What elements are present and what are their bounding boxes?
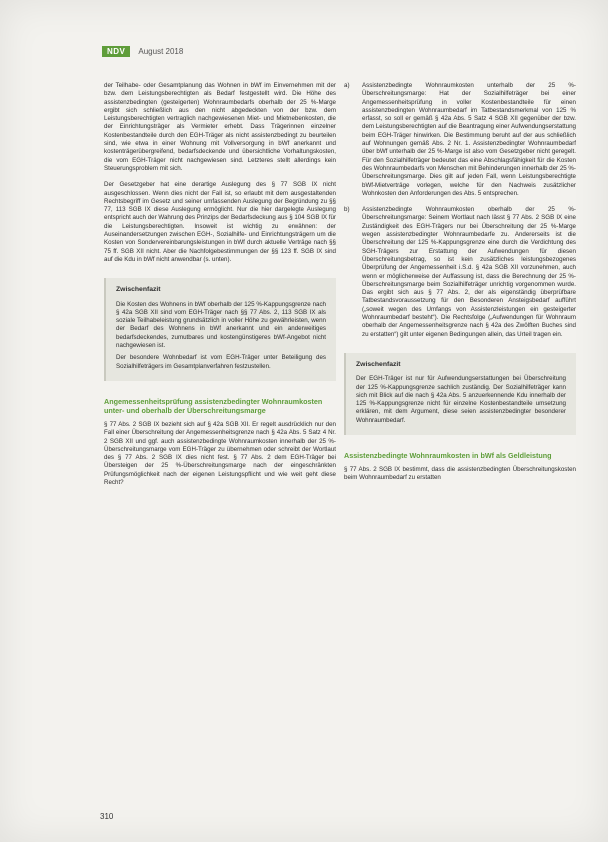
page-header [102, 46, 183, 57]
section-heading: Assistenzbedingte Wohnraumkosten in bWf als Geldleistung [344, 450, 552, 460]
list-marker: b) [344, 206, 350, 214]
box-paragraph: Der EGH-Träger ist nur für Aufwendungserstattungen bei Überschreitung der 125 %-Kappungsgrenze sachlich zuständig. Der Sozialhilfeträger kann sich mit Blick auf die nach § 42a Abs. 5 anzuerkennende Kdu innerhalb der 125 %-Kappungsgrenze nicht für einzelne Kostenbestandteile umsetzung erklären, mit dem Argument, diese seien assistenzbedingter besonderer Wohnraumbedarf. [356, 375, 566, 424]
interim-conclusion-box-left [104, 278, 336, 381]
right-last-paragraph: § 77 Abs. 2 SGB IX bestimmt, dass die assistenzbedingten Überschreitungskosten beim Wohnraumbedarf zu erstatten [344, 465, 576, 482]
left-paragraph-2: Der Gesetzgeber hat eine derartige Auslegung des § 77 SGB IX nicht ausgeschlossen. Wenn dies nicht der Fall ist, so erlaubt mit dem ausgestaltenden Rechtsbegriff im Gesetz und seiner umfassenden Auslegung der Begründung zu §§ 77, 113 SGB IX diese Auslegung ermöglicht. Nur die hier dargelegte Auslegung entspricht auch der Wahrung des Prinzips der Bedarfsdeckung aus § 104 SGB IX für die Leistungsberechtigten. Insoweit ist wichtig zu erwähnen: der Auseinandersetzungen zwischen EGH-, Sozialhilfe- und Einrichtungsträgern um die Kosten von Sondervereinbarungsleistungen in bWf durch aktuelle Verträge nach §§ 75 ff. SGB XII nicht. Aber die Nachfolgebestimmungen der §§ 123 ff. SGB IX sind auf die Kdu in bWf nicht anwendbar (s. unten). [104, 181, 336, 263]
list-item-text: Assistenzbedingte Wohnraumkosten oberhalb der 25 %-Überschreitungsmarge: Seinem Wortlaut nach lässt § 77 Abs. 2 SGB IX eine Zuständigkeit des EGH-Trägers nur bei Überschreitung der 25 %-Marge wegen assistenzbedingter Wohnraumbedarfe zu. Andererseits ist die Überschreitung der 125 %-Kappungsgrenze eine durch die Verdichtung des SGH-Trägers zur Erstattung der Aufwendungen für diesen Überschreitungsbetrag, so ist kein zusätzliches leistungsbezogenes Überprüfung der Angemessenheit i.S.d. § 42a SGB XII vorzunehmen, auch wenn er möglicherweise der Auffassung ist, dass die Berechnung der 25 %-Überschreitungsmarge beim Sozialhilfeträger unrichtig vorgenommen wurde. Das ergibt sich aus § 77 Abs. 2, der als eigenständig überprüfbare Tatbestandsvoraussetzung für den Besonderen Ansteigsbedarf aufführt („soweit wegen des Umfangs von Assistenzleistungen ein gesteigerter Wohnraumbedarf besteht“). Die Rechtsfolge („Aufwendungen für Wohnraum oberhalb der Angemessenheitsgrenze nach § 42a des Zwölften Buches sind zu erstatten“) gilt unter eigenen Bedingungen allein, das Urteil tragen ein. [362, 206, 576, 338]
right-column [344, 82, 576, 491]
list-item-b [344, 206, 576, 339]
journal-badge: NDV [102, 46, 130, 57]
issue-date: August 2018 [138, 47, 184, 56]
left-paragraph-1: der Teilhabe- oder Gesamtplanung das Wohnen in bWf im Einvernehmen mit der bzw. dem Leistungsberechtigten als Bedarf festgestellt wird. Die Höhe des assistenzbedingten (gesteigerten) Wohnraumbedarfs oberhalb der 25 %-Marge ergibt sich schließlich aus den nicht abgedeckten von der bzw. dem Leistungsberechtigten vertraglich nachgewiesenen Miet- und Mietnebenkosten, die der Einrichtungsträger als Vermieter erhebt. Dass Trägerinnen einzelner Kostenbestandteile durch den EGH-Träger als nicht assistenzbedingt zu beurteilen sind, wie etwa in einer Wohnung mit Vollversorgung in bWf anerkannt und kostenträgerübergreifend, bedarfsdeckende und übersichtliche Vorhaltungskosten, die vom EGH-Träger nicht nachgewiesen sind. Letzteres stellt allerdings kein Steuerungsproblem mit sich. [104, 82, 336, 172]
interim-conclusion-box-right [344, 353, 576, 435]
left-column [104, 82, 336, 495]
left-paragraph-3: § 77 Abs. 2 SGB IX bezieht sich auf § 42a SGB XII. Er regelt ausdrücklich nur den Fall einer Überschreitung der Angemessenheitsgrenze nach § 42a Abs. 5 Satz 4 Nr. 2 SGB XII und ggf. auch assistenzbedingte Wohnraumkosten innerhalb der 25 %-Überschreitungsmarge vom EGH-Träger zu übernehmen oder schreibt der Wortlaut des § 77 Abs. 2 SGB IX dies nicht fest. § 77 Abs. 2 dem EGH-Träger bei Übersteigen der 25 %-Überschreitungsmarge nach der eingeschränkten Prüfungsmöglichkeit nach der eigenen Leistungspflicht und wie weit geht diese Recht? [104, 420, 336, 486]
box-paragraph: Die Kosten des Wohnens in bWf oberhalb der 125 %-Kappungsgrenze nach § 42a SGB XII sind vom EGH-Träger nach §§ 77 Abs. 2, 113 SGB IX als soziale Teilhabeleistung grundsätzlich in voller Höhe zu gewährleisten, wenn der Bedarf des Wohnens in bWf anerkannt und ein anderweitiges bedarfsdeckendes, zumutbares und kostengünstigeres bWf-Angebot nicht nachgewiesen ist. [116, 300, 326, 350]
page-number: 310 [100, 812, 114, 821]
list-marker: a) [344, 82, 350, 89]
box-title: Zwischenfazit [116, 286, 161, 294]
box-title: Zwischenfazit [356, 360, 401, 368]
section-heading: Angemessenheitsprüfung assistenzbedingter Wohnraumkosten unter- und oberhalb der Überschreitungsmarge [104, 396, 323, 415]
box-paragraph: Der besondere Wohnbedarf ist vom EGH-Träger unter Beteiligung des Sozialhilfeträgers im Gesamtplanverfahren festzustellen. [116, 354, 326, 370]
list-item-text: Assistenzbedingte Wohnraumkosten unterhalb der 25 %-Überschreitungsmarge: Hat der Sozialhilfeträger bei einer Angemessenheitsprüfung in voller Kostenbestandteile für einen assistenzbedingten Wohnraumbedarf im Tatbestandsmerkmal von 125 % erfasst, so soll er gemäß § 42a Abs. 5 Satz 4 SGB XII gegenüber der bzw. dem Leistungsberechtigten auf die Beantragung einer Aufwendungserstattung beim EGH-Träger hinwirken. Die Bestimmung beruht auf der aus schließlich auf Wohnungen gemäß Abs. 2 Nr. 1. Assistenzbedingter Wohnraumbedarf über bWf unterhalb der 25 %-Marge ist also vom Gesetzgeber nicht geregelt. Für den Sozialhilfeträger bedeutet das eine Abschlagsfähigkeit für die Kosten des Wohnraumbedarfs von Menschen mit Behinderungen innerhalb der 25 %-Überschreitungsmarge. Dies gilt auf jeden Fall, wenn Leistungsberechtigte bWf-Mietverträge vorlegen, welche für den Nachweis zusätzlicher Wohnkosten den Anforderungen des Abs. 5 entsprechen. [362, 82, 576, 197]
list-item-a [344, 82, 576, 198]
